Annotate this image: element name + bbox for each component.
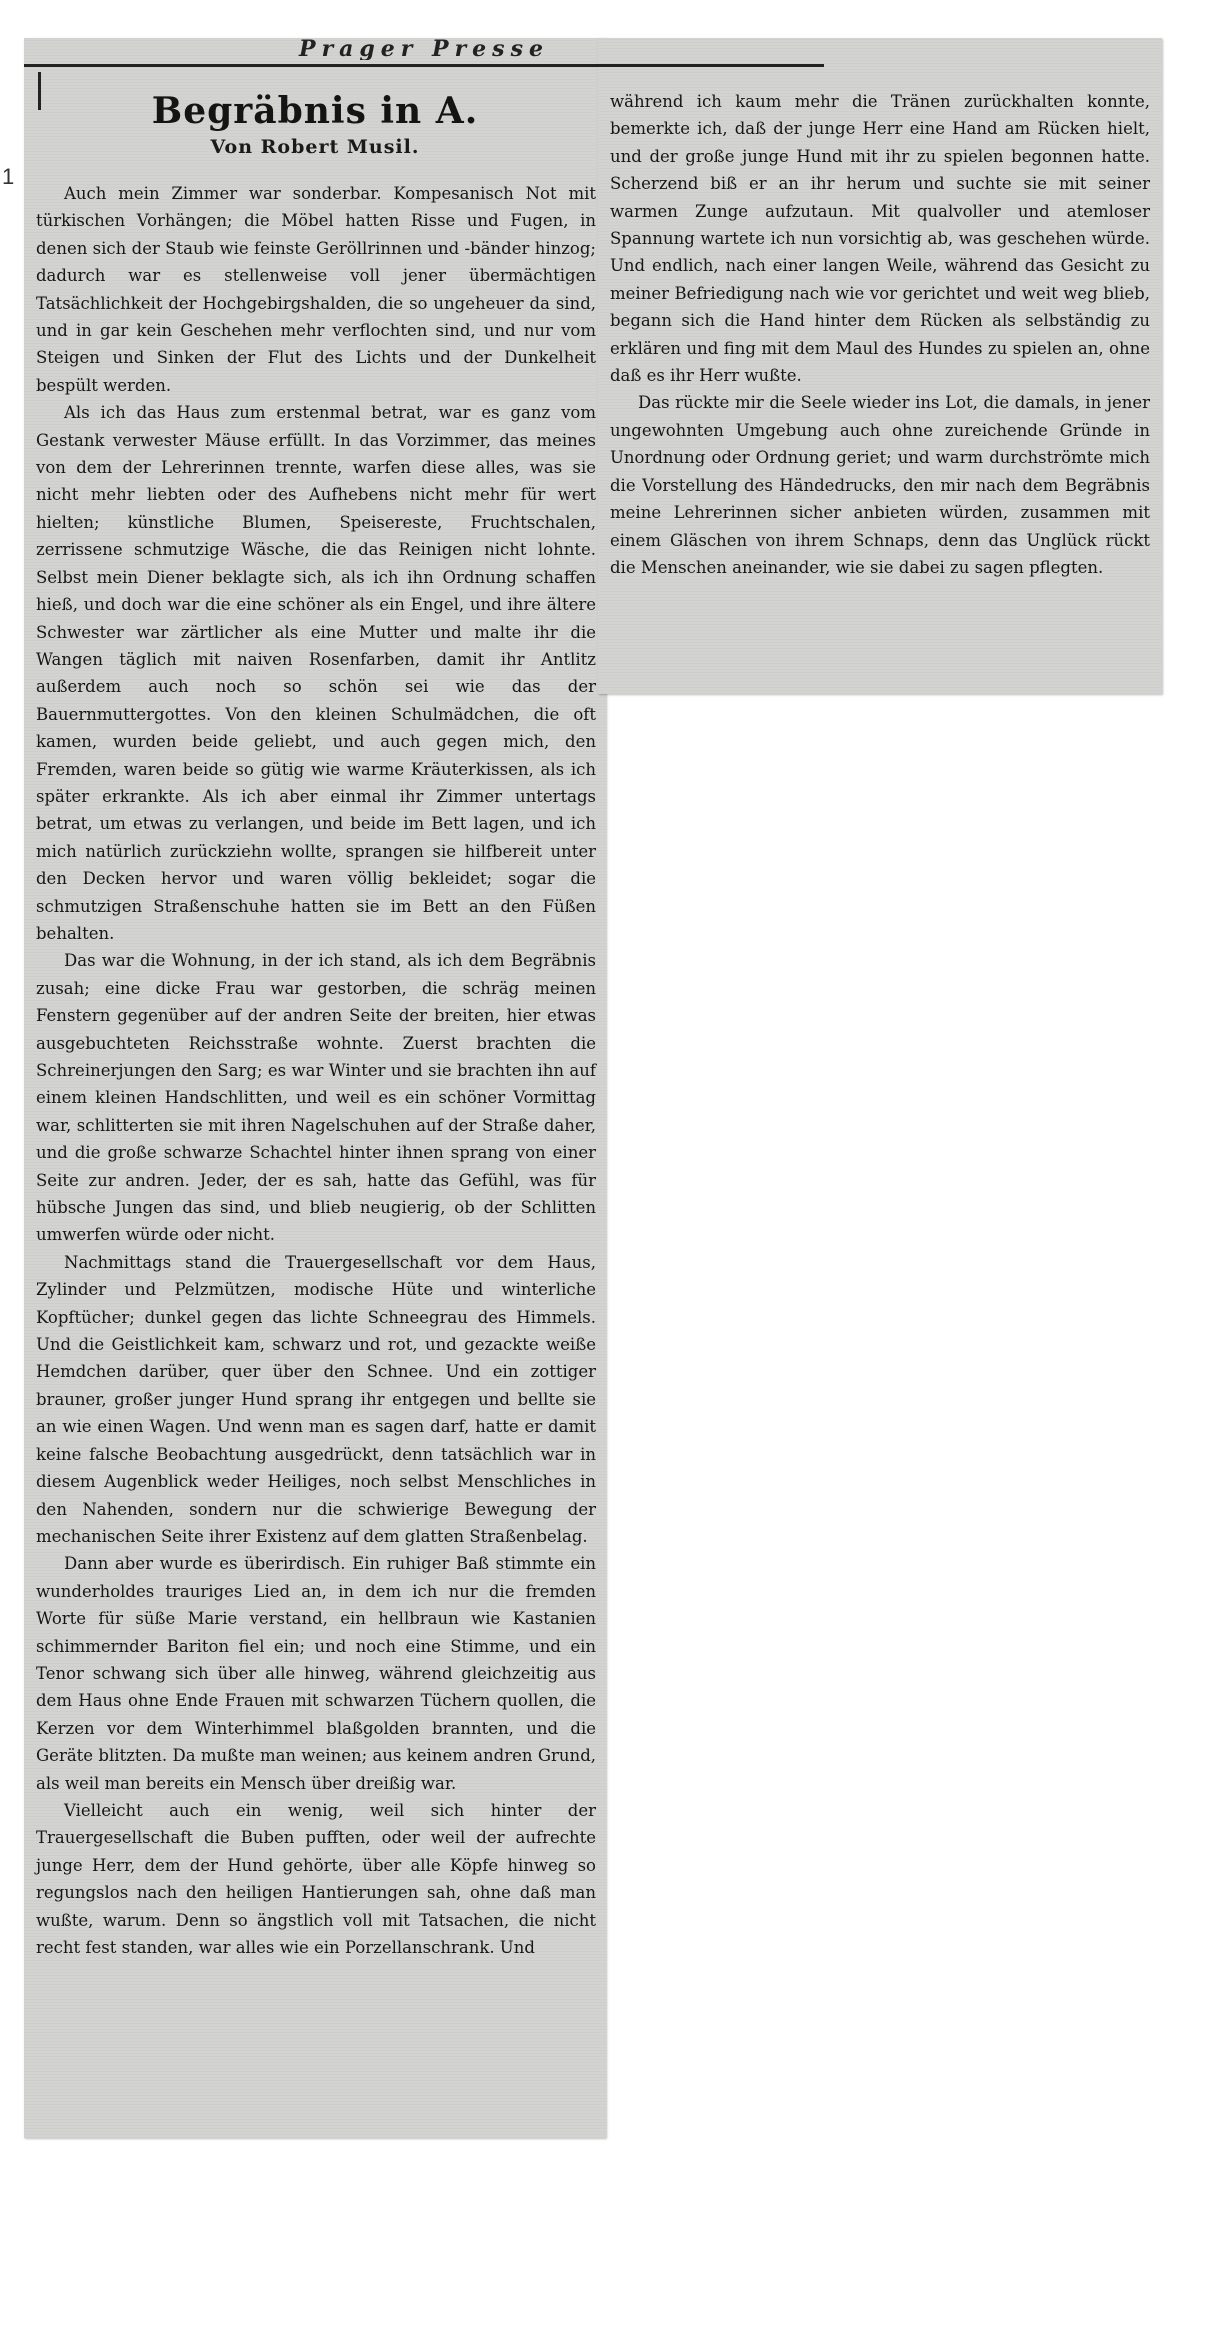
- right-column: [598, 38, 1162, 694]
- paragraph: Als ich das Haus zum erstenmal betrat, war es ganz vom Gestank verwester Mäuse erfüllt. In das Vorzimmer, das meines von dem der Lehrerinnen trennte, warfen diese alles, was sie nicht mehr liebten oder des Aufhebens nicht mehr für wert hielten; künstliche Blumen, Speisereste, Fruchtschalen, zerrissene schmutzige Wäsche, die das Reinigen nicht lohnte. Selbst mein Diener beklagte sich, als ich ihn Ordnung schaffen hieß, und doch war die eine schöner als ein Engel, und ihre ältere Schwester war zärtlicher als eine Mutter und malte ihr die Wangen täglich mit naiven Rosenfarben, damit ihr Antlitz außerdem auch noch so schön sei wie das der Bauernmuttergottes. Von den kleinen Schulmädchen, die oft kamen, wurden beide geliebt, und auch gegen mich, den Fremden, waren beide so gütig wie warme Kräuterkissen, als ich später erkrankte. Als ich aber einmal ihr Zimmer untertags betrat, um etwas zu verlangen, und beide im Bett lagen, und ich mich natürlich zurückziehn wollte, sprangen sie hilfbereit unter den Decken hervor und waren völlig bekleidet; sogar die schmutzigen Straßenschuhe hatten sie im Bett an den Füßen behalten.: [36, 403, 596, 943]
- paragraph: Das rückte mir die Seele wieder ins Lot, die damals, in jener ungewohnten Umgebung auch ohne zureichende Gründe in Unordnung oder Ordnung geriet; und warm durchströmte mich die Vorstellung des Händedrucks, den mir nach dem Begräbnis meine Lehrerinnen sicher anbieten würden, zusammen mit einem Gläschen von ihrem Schnaps, denn das Unglück rückt die Menschen aneinander, wie sie dabei zu sagen pflegten.: [610, 393, 1150, 577]
- masthead-rule: [24, 64, 824, 67]
- newspaper-masthead: Prager Presse: [299, 38, 549, 60]
- article-title: Begräbnis in A.: [151, 90, 479, 132]
- article-byline: Von Robert Musil.: [210, 136, 420, 158]
- paragraph: Das war die Wohnung, in der ich stand, als ich dem Begräbnis zusah; eine dicke Frau war gestorben, die schräg meinen Fenstern gegenüber auf der andren Seite der breiten, hier etwas ausgebuchteten Reichsstraße wohnte. Zuerst brachten die Schreinerjungen den Sarg; es war Winter und sie brachten ihn auf einem kleinen Handschlitten, und weil es ein schöner Vormittag war, schlitterten sie mit ihren Nagelschuhen auf der Straße daher, und die große schwarze Schachtel hinter ihnen sprang von einer Seite zur andren. Jeder, der es sah, hatte das Gefühl, was für hübsche Jungen das sind, und blieb neugierig, ob der Schlitten umwerfen würde oder nicht.: [36, 951, 596, 1245]
- right-column-text: [610, 88, 1150, 581]
- paragraph: Nachmittags stand die Trauergesellschaft vor dem Haus, Zylinder und Pelzmützen, modische Hüte und winterliche Kopftücher; dunkel gegen das lichte Schneegrau des Himmels. Und die Geistlichkeit kam, schwarz und rot, und gezackte weiße Hemdchen darüber, quer über den Schnee. Und ein zottiger brauner, großer junger Hund sprang ihr entgegen und bellte sie an wie einen Wagen. Und wenn man es sagen darf, hatte er damit keine falsche Beobachtung ausgedrückt, denn tatsächlich war in diesem Augenblick weder Heiliges, noch selbst Menschliches in den Nahenden, sondern nur die schwierige Bewegung der mechanischen Seite ihrer Existenz auf dem glatten Straßenbelag.: [36, 1252, 596, 1546]
- paragraph: während ich kaum mehr die Tränen zurückhalten konnte, bemerkte ich, daß der junge Herr eine Hand am Rücken hielt, und der große junge Hund mit ihr zu spielen begonnen hatte. Scherzend biß er an ihr herum und suchte sie mit seiner warmen Zunge aufzutaun. Mit qualvoller und atemloser Spannung wartete ich nun vorsichtig ab, was geschehen würde. Und endlich, nach einer langen Weile, während das Gesicht zu meiner Befriedigung nach wie vor gerichtet und weit weg blieb, begann sich die Hand hinter dem Rücken als selbständig zu erklären und fing mit dem Maul des Hundes zu spielen an, ohne daß es ihr Herr wußte.: [610, 92, 1150, 386]
- page-number: 1: [2, 164, 15, 189]
- paragraph: Vielleicht auch ein wenig, weil sich hinter der Trauergesellschaft die Buben pufften, oder weil der aufrechte junge Herr, dem der Hund gehörte, über alle Köpfe hinweg so regungslos nach den heiligen Hantierungen sah, ohne daß man wußte, warum. Denn so ängstlich voll mit Tatsachen, die nicht recht fest standen, war alles wie ein Porzellanschrank. Und: [36, 1800, 596, 1957]
- left-column-text: [36, 180, 596, 1961]
- paragraph: Auch mein Zimmer war sonderbar. Kompesanisch Not mit türkischen Vorhängen; die Möbel hatten Risse und Fugen, in denen sich der Staub wie feinste Geröllrinnen und -bänder hinzog; dadurch war es stellenweise voll jener übermächtigen Tatsächlichkeit der Hochgebirgshalden, die so ungeheuer da sind, und in gar kein Geschehen mehr verflochten sind, und nur vom Steigen und Sinken der Flut des Lichts und der Dunkelheit bespült werden.: [36, 184, 596, 395]
- paragraph: Dann aber wurde es überirdisch. Ein ruhiger Baß stimmte ein wunderholdes trauriges Lied an, in dem ich nur die fremden Worte für süße Marie verstand, ein hellbraun wie Kastanien schimmernder Bariton fiel ein; und noch eine Stimme, und ein Tenor schwang sich über alle hinweg, während gleichzeitig aus dem Haus ohne Ende Frauen mit schwarzen Tüchern quollen, die Kerzen vor dem Winterhimmel blaßgolden brannten, und die Geräte blitzten. Da mußte man weinen; aus keinem andren Grund, als weil man bereits ein Mensch über dreißig war.: [36, 1554, 596, 1793]
- newspaper-clipping: [24, 38, 1162, 2138]
- left-column: [24, 38, 606, 2138]
